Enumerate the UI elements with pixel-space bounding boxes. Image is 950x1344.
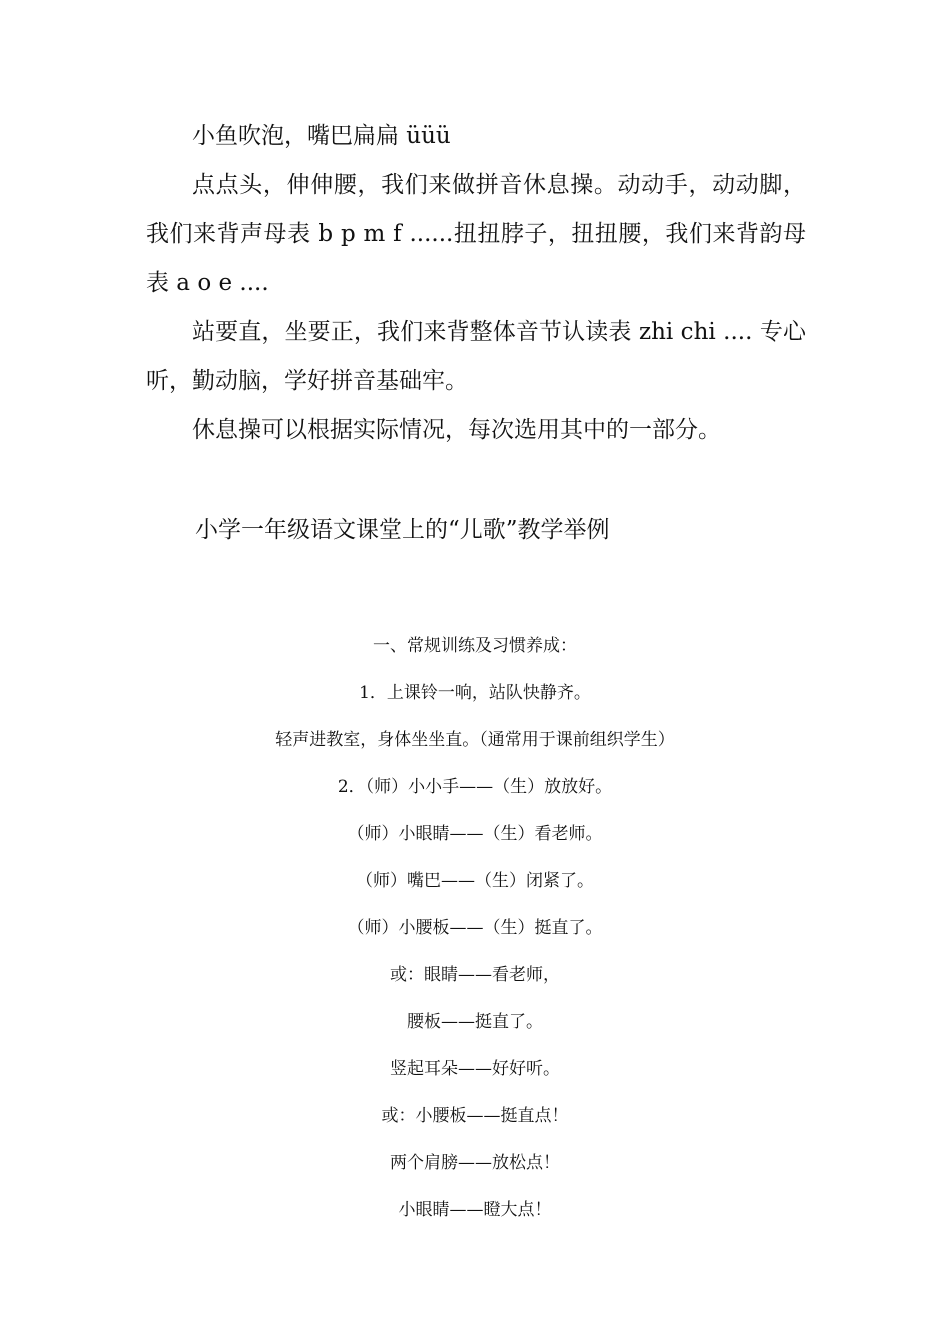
rhyme-line: 轻声进教室，身体坐坐直。（通常用于课前组织学生） [275, 730, 675, 750]
rhyme-line: 2．（师）小小手——（生）放放好。 [337, 777, 613, 797]
rhyme-paragraph: 小鱼吹泡，嘴巴扁扁 üüü [192, 123, 451, 149]
rhyme-line: 或：小腰板——挺直点！ [381, 1106, 569, 1126]
rhyme-paragraph: 休息操可以根据实际情况，每次选用其中的一部分。 [192, 417, 721, 443]
rhyme-line: 两个肩膀——放松点！ [390, 1153, 560, 1173]
rhyme-line: 或：眼睛——看老师， [390, 965, 560, 985]
rhyme-line: （师）嘴巴——（生）闭紧了。 [356, 871, 594, 891]
section-title: 小学一年级语文课堂上的“儿歌”教学举例 [195, 517, 610, 543]
rhyme-paragraph: 点点头，伸伸腰，我们来做拼音休息操。动动手，动动脚，我们来背声母表 b p m f ......扭扭脖子，扭扭腰，我们来背韵母表 a o e .... [146, 172, 806, 296]
rhyme-line: 竖起耳朵——好好听。 [390, 1059, 560, 1079]
exercise-rhyme-section [146, 112, 806, 455]
rhyme-line: 一、常规训练及习惯养成： [373, 636, 577, 656]
nursery-rhyme-list [0, 626, 950, 1237]
rhyme-line: 1．上课铃一响，站队快静齐。 [359, 683, 591, 703]
rhyme-line: 小眼睛——瞪大点！ [398, 1200, 552, 1220]
rhyme-line: （师）小腰板——（生）挺直了。 [347, 918, 603, 938]
rhyme-line: 腰板——挺直了。 [407, 1012, 543, 1032]
rhyme-line: （师）小眼睛——（生）看老师。 [347, 824, 603, 844]
rhyme-paragraph: 站要直，坐要正，我们来背整体音节认读表 zhi chi .... 专心听，勤动脑，学好拼音基础牢。 [146, 319, 806, 394]
